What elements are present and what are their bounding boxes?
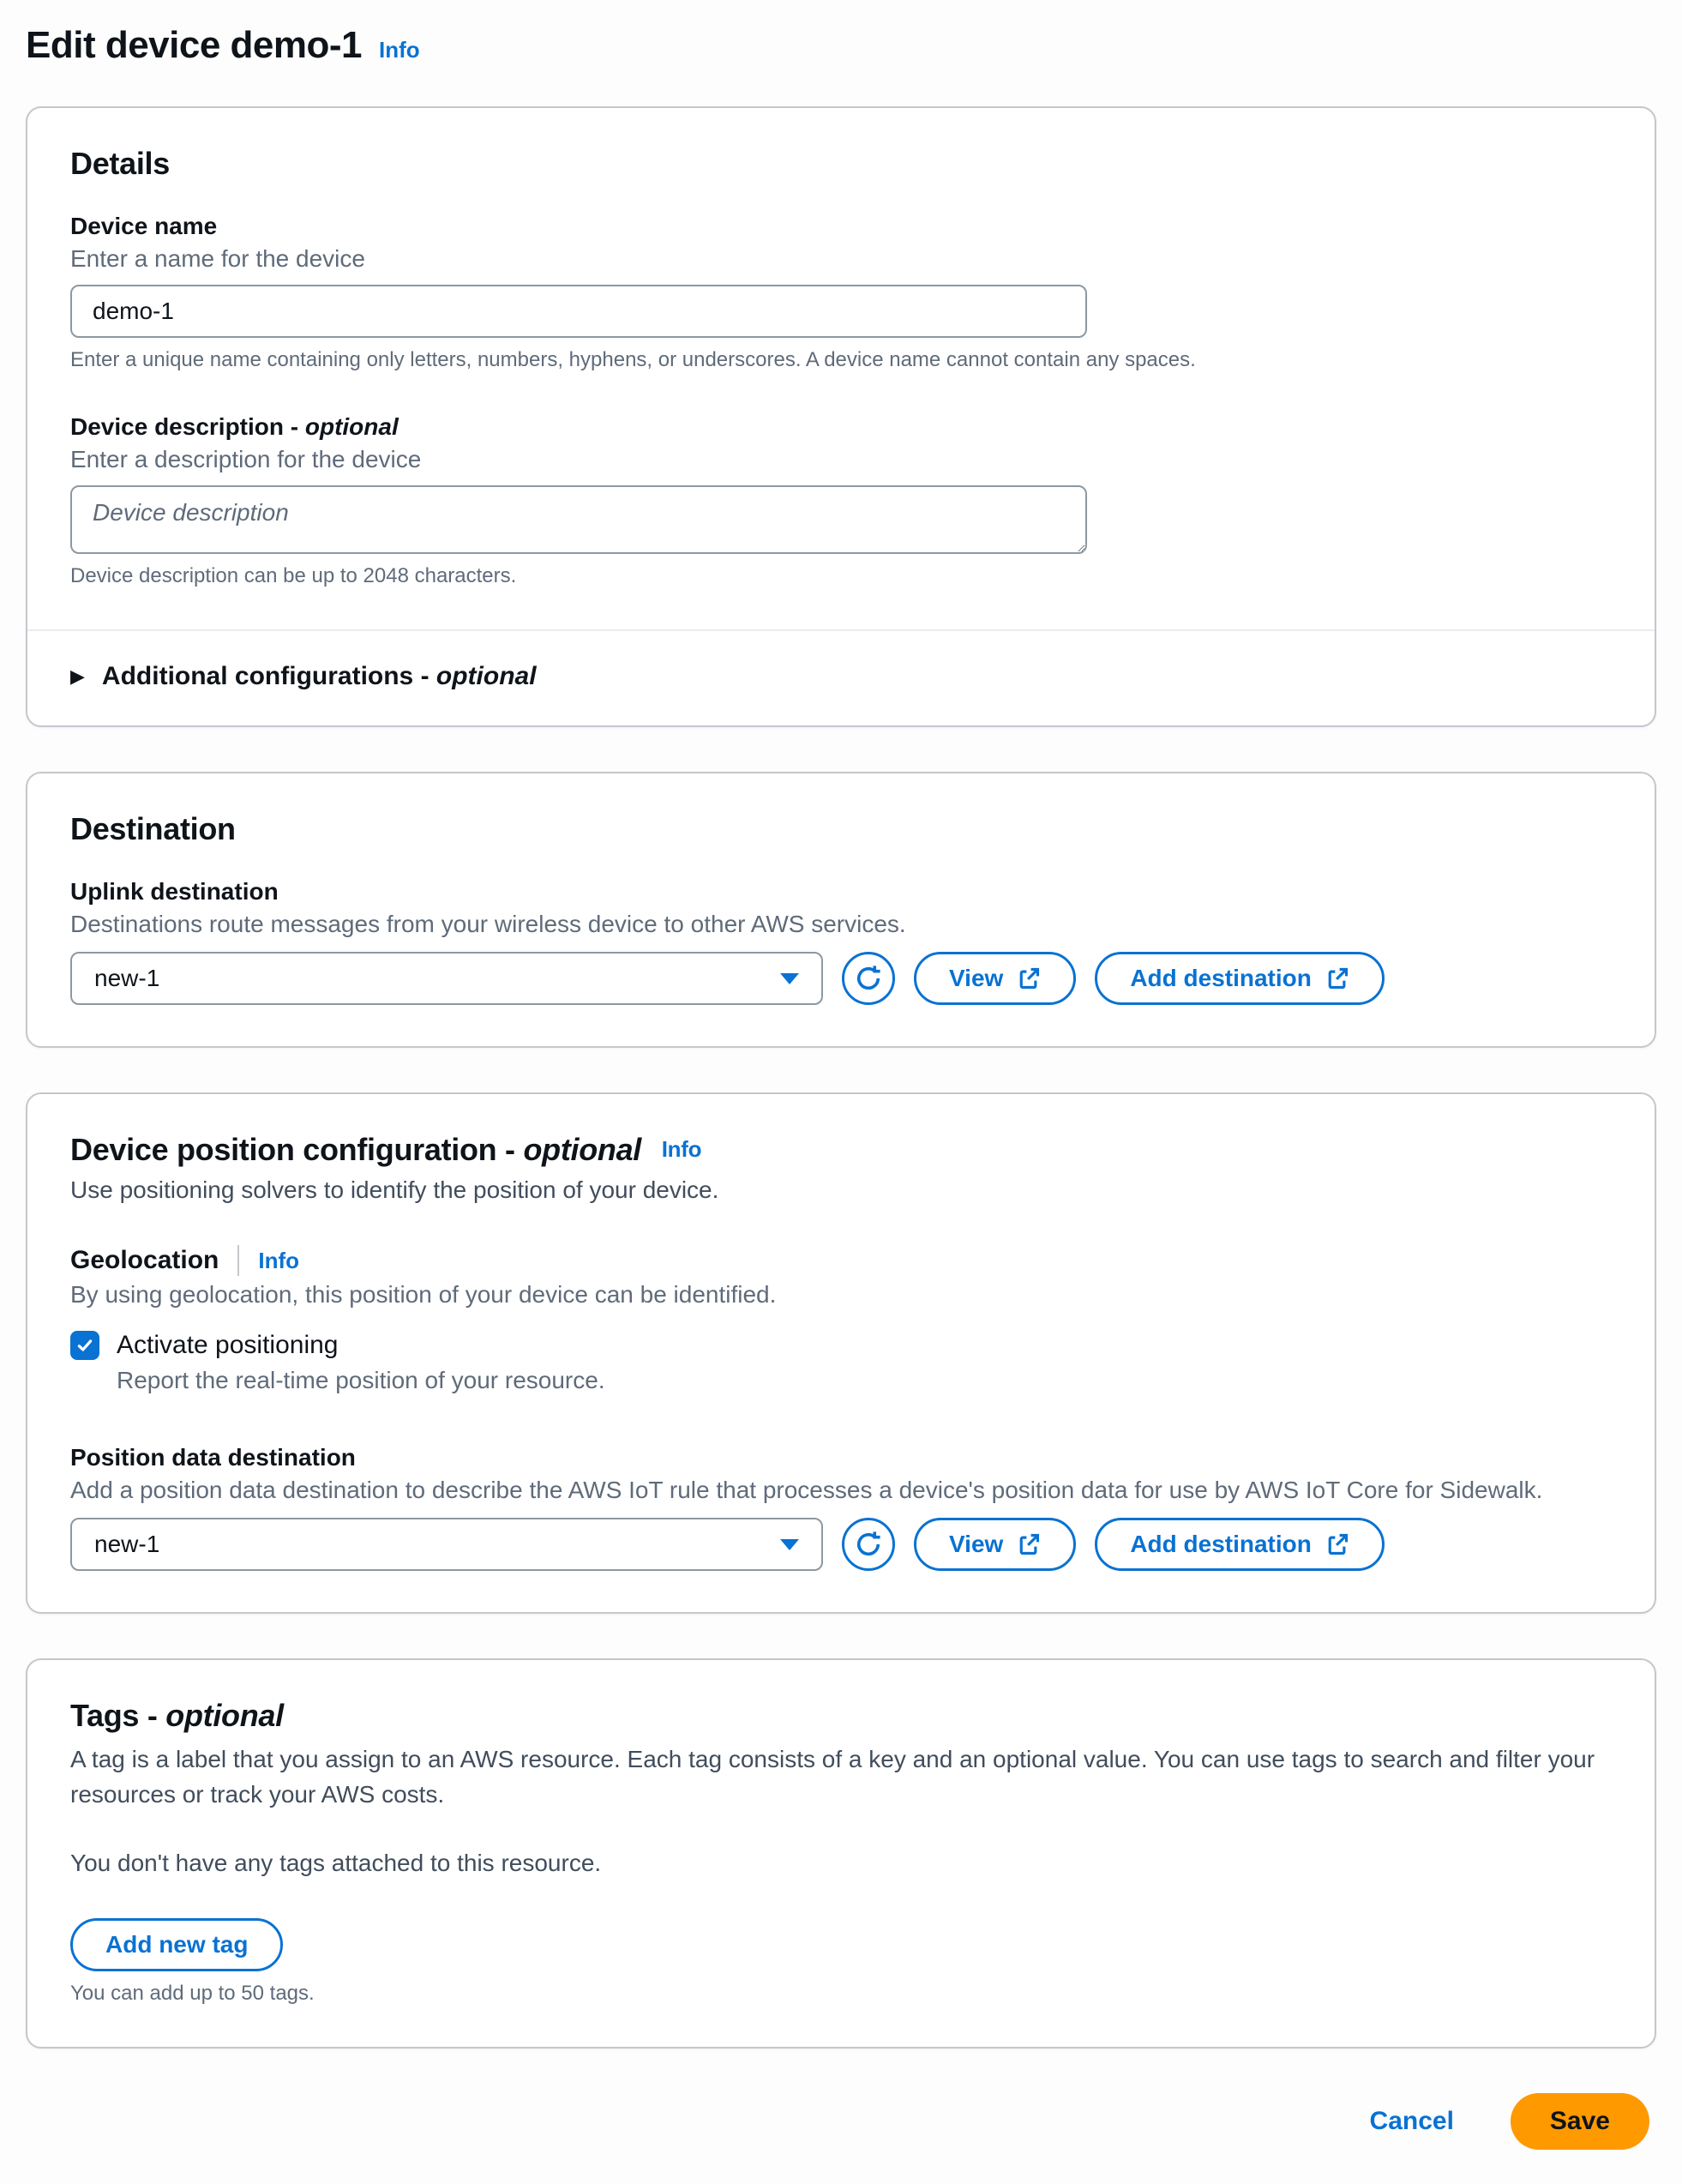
activate-positioning-row xyxy=(70,1331,1612,1360)
tags-add-row xyxy=(70,1918,1612,1971)
geolocation-info-link[interactable]: Info xyxy=(258,1247,300,1273)
device-description-label-text: Device description - xyxy=(70,413,299,440)
form-actions xyxy=(26,2093,1656,2150)
geolocation-label-row xyxy=(70,1245,1612,1276)
position-view-button-label: View xyxy=(949,1531,1004,1557)
destination-card xyxy=(26,772,1656,1048)
device-description-description: Enter a description for the device xyxy=(70,446,422,472)
device-position-card-body xyxy=(27,1094,1655,1612)
device-description-constraint: Device description can be up to 2048 characters. xyxy=(70,564,517,587)
external-link-icon xyxy=(1017,966,1041,990)
device-name-input[interactable] xyxy=(70,285,1087,338)
device-name-constraint: Enter a unique name containing only letters, numbers, hyphens, or underscores. A device name cannot contain any spaces. xyxy=(70,348,1196,371)
uplink-destination-selected-value: new-1 xyxy=(94,965,160,991)
save-button[interactable]: Save xyxy=(1511,2093,1649,2150)
geolocation-group xyxy=(70,1245,1612,1394)
tags-card xyxy=(26,1658,1656,2049)
tags-empty-text: You don't have any tags attached to this resource. xyxy=(70,1850,602,1877)
details-heading: Details xyxy=(70,146,170,181)
caret-down-icon xyxy=(780,973,799,984)
device-description-label-optional: optional xyxy=(304,413,399,440)
position-refresh-button[interactable] xyxy=(842,1518,895,1571)
page-title: Edit device demo-1 xyxy=(26,24,363,66)
tags-description: A tag is a label that you assign to an AWS resource. Each tag consists of a key and an optional value. You can use tags to search and filter your resources or track your AWS costs. xyxy=(70,1746,1595,1808)
device-name-field-group xyxy=(70,213,1612,372)
tags-heading xyxy=(70,1698,1612,1734)
uplink-refresh-button[interactable] xyxy=(842,952,895,1005)
vertical-divider xyxy=(237,1245,239,1276)
uplink-view-button-label: View xyxy=(949,965,1004,991)
device-description-label xyxy=(70,413,1612,441)
tags-heading-text: Tags - xyxy=(70,1698,158,1733)
additional-configurations-expander[interactable] xyxy=(27,631,1655,725)
tags-heading-optional: optional xyxy=(165,1698,284,1733)
tags-card-body xyxy=(27,1660,1655,2047)
position-data-destination-selected-value: new-1 xyxy=(94,1531,160,1557)
cancel-button[interactable]: Cancel xyxy=(1365,2106,1459,2137)
uplink-destination-description: Destinations route messages from your wireless device to other AWS services. xyxy=(70,911,906,937)
position-data-destination-label: Position data destination xyxy=(70,1444,356,1471)
uplink-add-destination-button[interactable] xyxy=(1095,952,1385,1005)
device-position-card xyxy=(26,1092,1656,1614)
position-data-destination-row xyxy=(70,1518,1612,1571)
refresh-icon xyxy=(854,1530,883,1559)
uplink-view-button[interactable] xyxy=(914,952,1076,1005)
tags-constraint: You can add up to 50 tags. xyxy=(70,1982,315,2006)
uplink-add-destination-button-label: Add destination xyxy=(1130,965,1312,991)
uplink-destination-label: Uplink destination xyxy=(70,878,279,905)
uplink-destination-select[interactable] xyxy=(70,952,823,1005)
add-new-tag-button[interactable] xyxy=(70,1918,283,1971)
device-description-field-group xyxy=(70,413,1612,588)
external-link-icon xyxy=(1325,966,1349,990)
geolocation-label: Geolocation xyxy=(70,1246,219,1274)
activate-positioning-label: Activate positioning xyxy=(117,1331,339,1359)
activate-positioning-description: Report the real-time position of your resource. xyxy=(117,1367,605,1393)
geolocation-description: By using geolocation, this position of your device can be identified. xyxy=(70,1281,777,1308)
uplink-destination-row xyxy=(70,952,1612,1005)
position-add-destination-button[interactable] xyxy=(1095,1518,1385,1571)
device-position-heading xyxy=(70,1132,1612,1168)
details-card-body xyxy=(27,108,1655,629)
checkmark-icon xyxy=(75,1336,94,1355)
position-data-destination-description: Add a position data destination to describe the AWS IoT rule that processes a device's position data for use by AWS IoT Core for Sidewalk. xyxy=(70,1477,1543,1503)
position-view-button[interactable] xyxy=(914,1518,1076,1571)
additional-configurations-label-text: Additional configurations - xyxy=(101,662,430,690)
add-new-tag-button-label: Add new tag xyxy=(105,1931,249,1958)
refresh-icon xyxy=(854,964,883,993)
expand-caret-icon: ▶ xyxy=(70,665,85,687)
device-description-textarea[interactable] xyxy=(70,485,1087,554)
position-data-destination-group xyxy=(70,1444,1612,1571)
device-position-info-link[interactable]: Info xyxy=(661,1136,702,1162)
page-header xyxy=(26,24,1656,67)
external-link-icon xyxy=(1325,1532,1349,1556)
position-data-destination-select[interactable] xyxy=(70,1518,823,1571)
device-position-heading-optional: optional xyxy=(523,1132,642,1167)
page-info-link[interactable]: Info xyxy=(379,37,420,63)
details-card xyxy=(26,106,1656,727)
destination-heading: Destination xyxy=(70,811,236,846)
device-name-label: Device name xyxy=(70,213,218,239)
uplink-destination-field-group xyxy=(70,878,1612,1005)
additional-configurations-label xyxy=(102,662,537,691)
position-add-destination-button-label: Add destination xyxy=(1130,1531,1312,1557)
device-position-description: Use positioning solvers to identify the position of your device. xyxy=(70,1176,719,1203)
activate-positioning-checkbox[interactable] xyxy=(70,1331,99,1360)
device-position-heading-text: Device position configuration - xyxy=(70,1132,515,1167)
external-link-icon xyxy=(1017,1532,1041,1556)
additional-configurations-label-optional: optional xyxy=(436,662,537,690)
caret-down-icon xyxy=(780,1539,799,1550)
destination-card-body xyxy=(27,773,1655,1046)
device-name-description: Enter a name for the device xyxy=(70,245,365,272)
